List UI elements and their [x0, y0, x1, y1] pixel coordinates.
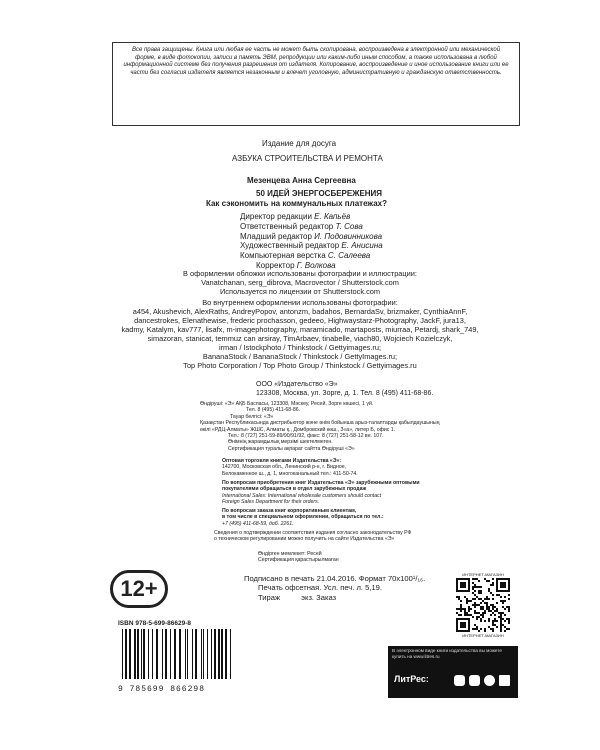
kz-info [200, 401, 500, 452]
kz-line: Өнімнің жарамдылық мерзімі шектелмеген. [228, 439, 333, 446]
qr-code-icon [456, 578, 510, 632]
corporate-line: +7 (495) 411-68-59, доб. 2261. [222, 520, 294, 527]
origin-block [258, 551, 339, 564]
inner-photo-line: Top Photo Corporation / Top Photo Group / Thinkstock / Gettyimages.ru [183, 361, 417, 370]
android-icon [454, 675, 465, 686]
wholesale-line: Белокаменное ш., д. 1, многоканальный тел.: 411-50-74. [222, 470, 358, 477]
conformity-block [214, 530, 411, 543]
staff-row: Директор редакции Е. Капьёв [240, 212, 351, 221]
barcode-digits: 9 785699 866298 [118, 685, 206, 694]
inner-photos-intro: Во внутреннем оформлении использованы фотографии: [202, 298, 398, 307]
corporate-block [222, 508, 384, 527]
isbn: ISBN 978-5-699-86629-8 [118, 620, 191, 627]
staff-row: Младший редактор И. Подовинникова [240, 231, 383, 241]
conformity-line: Сведения о подтверждении соответствия издания согласно законодательству РФ [214, 530, 412, 536]
abroad-sales-block [222, 480, 420, 506]
wholesale-title: Оптовая торговля книгами Издательства «Э»: [222, 458, 342, 464]
apple-icon [469, 675, 480, 686]
publisher-name: ООО «Издательство «Э» [256, 381, 338, 388]
windows-icon [499, 675, 510, 686]
ebook-line: В электронном виде книги издательства вы можете купить на www.litres.ru [392, 648, 502, 659]
inner-photo-line: a454, Akushevich, AlexRaths, AndreyPopov, antonzm, badahos, BernardaSv, brizmaker, CynthiaAnnF, [132, 307, 468, 316]
origin-line: Өндірген мемлекет: Ресей [258, 551, 322, 557]
corporate-line: в том числе в специальном оформлении, обращаться по тел.: [222, 514, 384, 521]
kz-line: Тел. 8 (495) 411-68-86. [246, 407, 301, 414]
barcode-graphic [118, 629, 236, 687]
staff-row: Компьютерная верстка С. Салеева [240, 251, 371, 261]
cover-photos-list: Vanatchanan, serg_dibrova, Macrovector / Shutterstock.com [201, 278, 399, 287]
print-info [244, 574, 425, 602]
book-title: 50 ИДЕЙ ЭНЕРГОСБЕРЕЖЕНИЯ [256, 189, 383, 198]
isbn-barcode [118, 620, 238, 700]
conformity-line: о техническом регулировании можно получить на сайте Издательства «Э» [214, 536, 395, 543]
origin-line: Сертификация қарастырылмаған [258, 557, 339, 564]
litres-logo: ЛитРес: [394, 674, 429, 684]
edition-type: Издание для досуга [262, 139, 337, 148]
inner-photo-line: simazoran, stanicat, temmuz can arsiray, TimArbaev, tinabelle, viach80, Wojciech Kozielczyk, [147, 334, 453, 343]
kz-line: Тел.: 8 (727) 251-59-89/90/91/92, факс: 8 (727) 251-58-12 вн. 107. [228, 433, 384, 440]
qr-caption-bottom: ИНТЕРНЕТ-МАГАЗИН [462, 633, 504, 638]
wholesale-block [222, 458, 358, 477]
kz-line: Сертификация туралы ақпарат сайтта Өндіруші «Э» [228, 445, 355, 452]
litres-banner [388, 646, 518, 698]
age-rating-badge: 12+ [110, 570, 168, 608]
author: Мезенцева Анна Сергеевна [247, 176, 356, 185]
publisher-address: 123308, Москва, ул. Зорге, д. 1. Тел. 8 (495) 411-68-86. [256, 389, 434, 397]
inner-photo-line: irman / Istockphoto / Thinkstock / Gettyimages.ru; [218, 343, 382, 352]
print-details: Печать офсетная. Усл. печ. л. 5,19. [258, 583, 383, 593]
abroad-line: Foreign Sales Department for their orders. [222, 499, 320, 506]
wholesale-line: 142700, Московская обл., Ленинский р-н, г. Видное, [222, 464, 347, 471]
kz-line: Тауар белгісі: «Э» [230, 413, 274, 420]
series-name: АЗБУКА СТРОИТЕЛЬСТВА И РЕМОНТА [232, 154, 383, 163]
abroad-line: International Sales: International wholesale customers should contact [222, 492, 382, 499]
litres-icon [484, 675, 495, 686]
staff-row: Художественный редактор Е. Анисина [240, 241, 383, 251]
rights-notice: Все права защищены. Книга или любая ее часть не может быть скопирована, воспроизведена в электронной или механической форме, в виде фотокопии, записи в память ЭВМ, репродукции или каким-либо иным способом, а также использована в любой информационной системе без получения разрешения от издателя. Копирование, воспроизведение и иное использование книги или ее части без согласия издателя является незаконным и влечет уголовную, административную и гражданскую ответственность. [112, 42, 520, 126]
print-date: Подписано в печать 21.04.2016. Формат 70x100¹/₁₆. [244, 574, 426, 583]
print-run: Тираж экз. Заказ [258, 592, 337, 602]
photo-credits [110, 269, 490, 370]
kz-line: өкілі «РДЦ-Алматы» ЖШС, Алматы қ., Домбровский көш., 3«а», литер Б, офис 1. [200, 426, 396, 433]
cover-photos-intro: В оформлении обложки использованы фотографии и иллюстрации: [183, 269, 417, 278]
cover-license: Используется по лицензии от Shutterstock.com [219, 287, 381, 296]
publisher-block [256, 381, 433, 398]
inner-photo-line: dancestrokes, Elenathewise, frederic prochasson, gedeeo, Highwaystarz-Photography, JackF, jura13, [134, 316, 466, 325]
abroad-line: По вопросам приобретения книг Издательства «Э» зарубежными оптовыми [222, 480, 420, 486]
abroad-line: покупателями обращаться в отдел зарубежных продаж [222, 486, 367, 493]
inner-photo-line: kadmy, Katalym, kav777, lisafx, m-imagephotography, maramicado, martaposts, miurraa, Petardj, shark_749, [121, 325, 479, 334]
staff-list [240, 212, 440, 271]
staff-row: Корректор Г. Волкова [256, 260, 336, 270]
kz-line: Өндіруші: «Э» АҚБ Баспасы, 123308, Мәскеу, Ресей, Зорге көшесі, 1 үй. [200, 401, 374, 407]
qr-caption-top: ИНТЕРНЕТ-МАГАЗИН [462, 572, 504, 577]
kz-line: Қазақстан Республикасында дистрибьютор және өнім бойынша арыз-талаптарды қабылдаушының [200, 420, 440, 427]
staff-row: Ответственный редактор Т. Сова [240, 221, 363, 231]
corporate-line: По вопросам заказа книг корпоративным клиентам, [222, 508, 357, 514]
qr-code [452, 572, 514, 638]
inner-photo-line: BananaStock / BananaStock / Thinkstock / GettyImages.ru; [202, 352, 398, 361]
book-subtitle: Как сэкономить на коммунальных платежах? [206, 199, 387, 208]
